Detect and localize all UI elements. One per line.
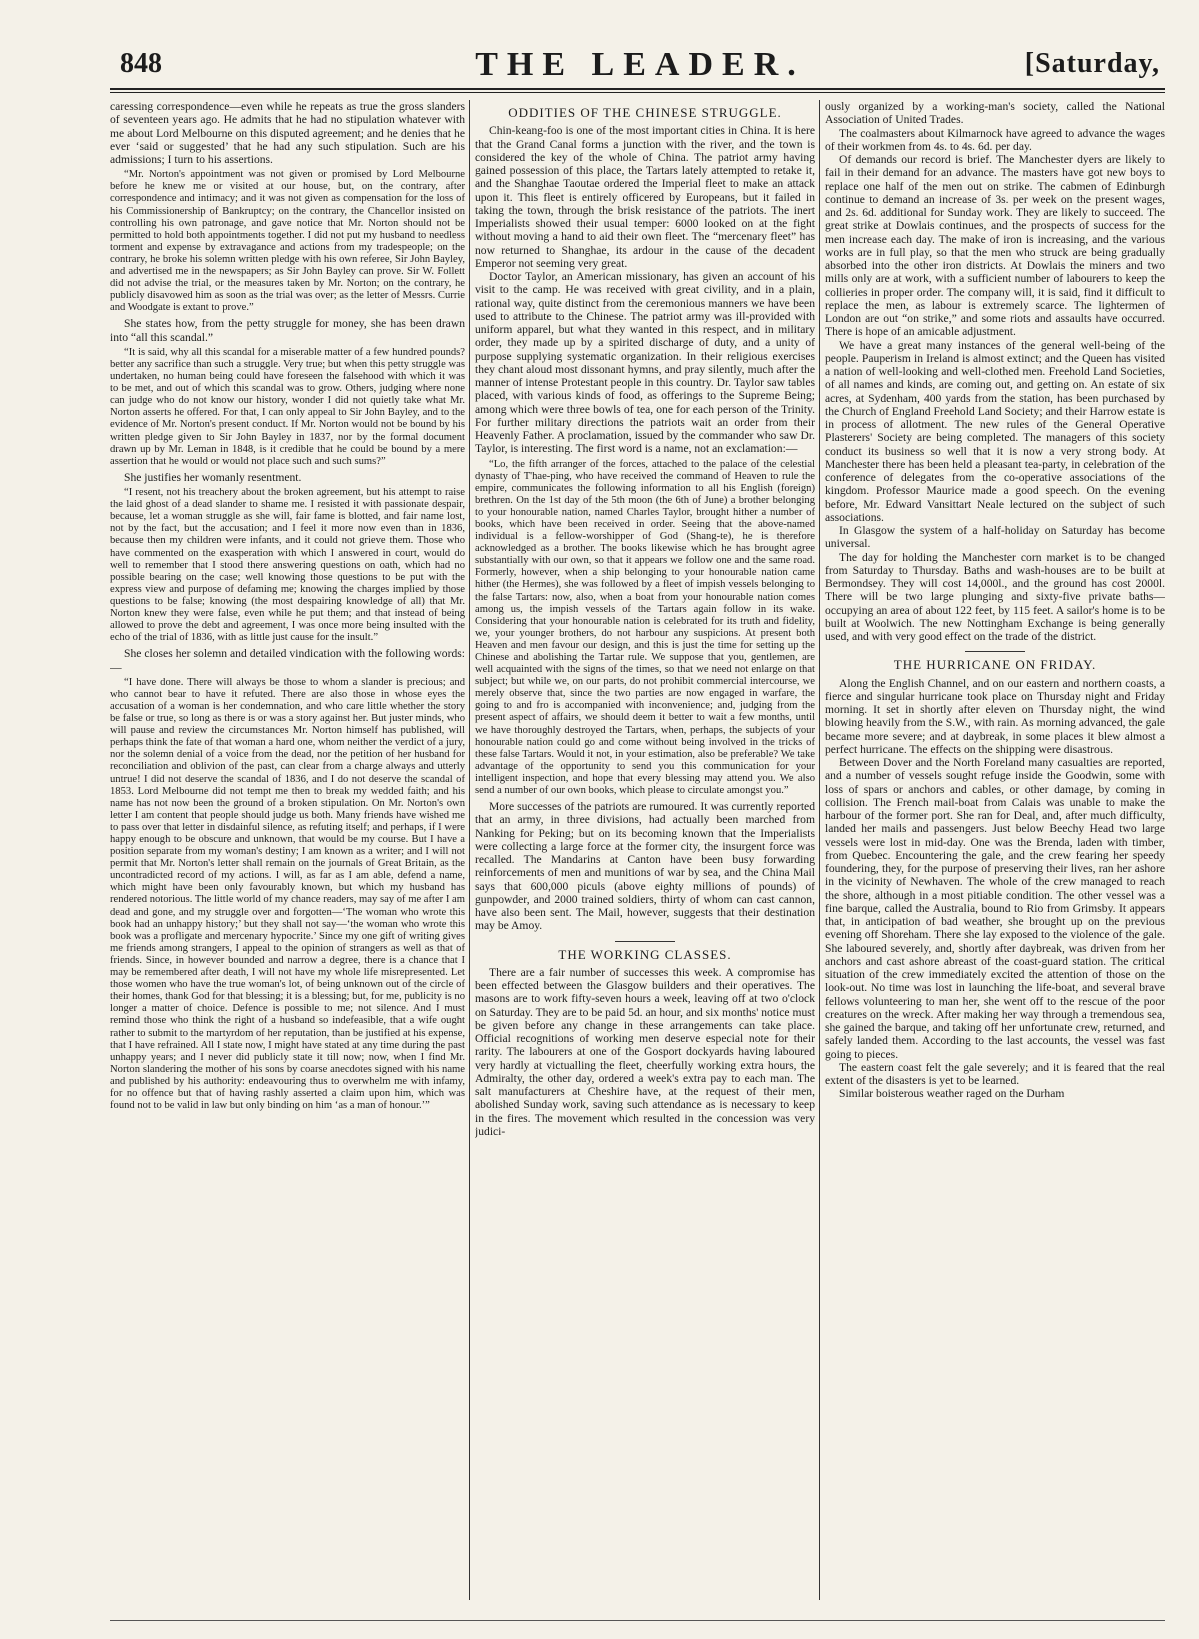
article-paragraph: Of demands our record is brief. The Manchester dyers are likely to fail in their demand for an advance. The masters have got new boys to replace one half of the men out on strike. The cabmen of Edinburgh continue to demand an increase of 3s. per week on the present wages, and 2s. 6d. additional for Sunday work. They are likely to succeed. The great strike at Dowlais continues, and the prospects of success for the men increase each day. The make of iron is increasing, and the various works are in full play, so that the men who struck are being gradually absorbed into the other iron districts. At Dowlais the miners and two mills only are at work, with a sufficient number of labourers to keep the collieries in proper order. The company will, it is said, find it difficult to replace the men, as labour is extremely scarce. The lightermen of London are out “on strike,” and some riots and assaults have occurred. There is hope of an amicable adjustment. (825, 153, 1165, 339)
article-paragraph: ously organized by a working-man's society, called the National Association of United Trades. (825, 100, 1165, 127)
page-number: 848 (120, 48, 162, 79)
newspaper-title: THE LEADER. (475, 46, 805, 83)
column-1 (110, 100, 465, 1615)
masthead-rule-thick (110, 88, 1165, 90)
page-date-day: [Saturday, (1024, 48, 1160, 79)
section-heading-chinese-struggle: ODDITIES OF THE CHINESE STRUGGLE. (508, 105, 782, 120)
article-paragraph: Along the English Channel, and on our eastern and northern coasts, a fierce and singular hurricane took place on Thursday night and Friday morning. It set in shortly after eleven on Thursday night, the wind blowing heavily from the S.W., with rain. As morning advanced, the gale became more severe; and at daybreak, in some places it blew almost a perfect hurricane. The effects on the shipping were disastrous. (825, 676, 1165, 756)
article-paragraph: The day for holding the Manchester corn market is to be changed from Saturday to Thursday. Baths and wash-houses are to be built at Bermondsey. They will cost 14,000l., and the ground has cost 2000l. There will be two large plunging and sixty-five private baths—occupying an area of about 122 feet, by 115 feet. A sailor's home is to be built at Woolwich. The new Nottingham Exchange is being generally used, and with very good effect on the trade of the district. (825, 550, 1165, 643)
section-divider (965, 651, 1025, 652)
norton-quote: “It is said, why all this scandal for a miserable matter of a few hundred pounds? better any sacrifice than such a struggle. Very true; but when this petty struggle was undertaken, no human being could have foreseen the falsehood with which it was to be met, and out of which this scandal was to grow. Others, judging where none can judge who do not know our history, wonder I did not quietly take what Mr. Norton asserts he offered. For that, I can only appeal to Sir John Bayley, and to the evidence of Mr. Norton's present conduct. If Mr. Norton would not be bound by his written pledge given to Sir John Bayley in 1837, nor by the formal document drawn up by Mr. Leman in 1848, is it credible that he could be bound by a mere assertion that he would or would not place such and such sums?” (110, 346, 465, 467)
article-paragraph: More successes of the patriots are rumoured. It was currently reported that an army, in three divisions, had actually been marched from Nanking for Peking; but on its becoming known that the Imperialists were collecting a large force at the former city, the insurgent force was recalled. The Mandarins at Canton have been busy forwarding reinforcements of men and munitions of war by sea, and the China Mail says that 600,000 piculs (above eighty millions of pounds) of gunpowder, and 2000 trained soldiers, thirty of whom can cast cannon, have also been sent. The Mail, however, suggests that their destination may be Amoy. (475, 800, 815, 933)
proclamation-quote: “Lo, the fifth arranger of the forces, attached to the palace of the celestial dynasty of T'hae-ping, who have received the command of Heaven to rule the empire, communicates the following information to all his English (foreign) brethren. On the 1st day of the 5th moon (the 6th of June) a brother belonging to your honourable nation, named Charles Taylor, brought hither a number of books, which have been received in order. Seeing that the above-named individual is a fellow-worshipper of God (Shang-te), he is therefore acknowledged as a brother. The books likewise which he has brought agree substantially with our own, so that it appears we follow one and the same road. Formerly, however, when a ship belonging to your honourable nation came hither (the Hermes), she was followed by a fleet of impish vessels belonging to the false Tartars: now, also, when a boat from your honourable nation comes among us, the impish vessels of the Tartars again follow in its wake. Considering that your honourable nation is celebrated for its truth and fidelity, we, your younger brothers, do not harbour any suspicions. At present both Heaven and men favour our design, and this is just the time for setting up the Chinese and abolishing the Tartar rule. We suppose that you, gentlemen, are well acquainted with the signs of the times, so that we need not enlarge on that subject; but while we, on our parts, do not prohibit commercial intercourse, we merely observe that, since the two parties are now engaged in warfare, the going to and fro is accompanied with inconvenience; and, judging from the present aspect of affairs, we should deem it better to wait a few months, until we have thoroughly destroyed the Tartars, when, perhaps, the subjects of your honourable nation could go and come without being involved in the tricks of these false Tartars. Would it not, in your estimation, also be preferable? We take advantage of the opportunity to send you this communication for your intelligent inspection, and hope that every blessing may attend you. We also send a number of our own books, which please to circulate amongst you.” (475, 458, 815, 797)
column-divider-2 (819, 100, 820, 1600)
page-bottom-rule (110, 1620, 1165, 1621)
column-2 (475, 100, 815, 1615)
norton-quote: “I have done. There will always be those to whom a slander is precious; and who cannot bear to have it refuted. There are also those in whose eyes the accusation of a woman is her condemnation, and who care little whether the story be false or true, so long as there is or was a story against her. But juster minds, who will pause and review the circumstances Mr. Norton himself has published, will perhaps think the fate of that woman a hard one, whom neither the verdict of a jury, nor the solemn denial of a voice from the dead, nor the petition of her husband for reconciliation and oblivion of the past, can clear from a charge always and utterly untrue! I did not deserve the scandal of 1836, and I do not deserve the scandal of 1853. Lord Melbourne did not tempt me then to break my wedded faith; and his name has not now been the ground of a broken stipulation. On Mr. Norton's own letter I am content that people should judge us both. Many friends have wished me to pass over that letter in disdainful silence, as refuting itself; and perhaps, if I were happy enough to be obscure and unknown, that would be my course. But I have a position separate from my woman's destiny; I am known as a writer; and I will not permit that Mr. Norton's letter shall remain on the journals of Great Britain, as the uncontradicted record of my actions. I will, as far as I am able, defend a name, which might have been only favourably known, but which my husband has rendered notorious. The little world of my chance readers, may say of me after I am dead and gone, and my struggle over and forgotten—‘The woman who wrote this book had an unhappy history;’ but they shall not say—‘the woman who wrote this book was a profligate and mercenary hypocrite.’ Since my one gift of writing gives me friends among strangers, I appeal to the opinion of strangers as well as that of friends. Since, in however bounded and narrow a degree, there is a chance that I may be remembered after death, I will not have my whole life misrepresented. Let those women who have the true woman's lot, of being unknown out of the circle of their homes, thank God for that blessing; it is a blessing; but, for me, publicity is no longer a matter of choice. Defence is possible to me; not silence. And I must remind those who think the right of a husband so indefeasible, that a wife ought rather to submit to the martyrdom of her reputation, than be justified at his expense, that I have refrained. All I state now, I might have stated at any time during the past unhappy years; and I never did publicly state it till now; now, when I find Mr. Norton slandering the mother of his sons by coarse anecdotes signed with his name and published by his authority: endeavouring thus to overwhelm me with infamy, for no offence but that of having rashly asserted a claim upon him, which was found not to be valid in law but only binding on him ‘as a man of honour.’” (110, 676, 465, 1112)
norton-paragraph: caressing correspondence—even while he repeats as true the gross slanders of seventeen years ago. He admits that he had no stipulation whatever with me about Lord Melbourne on this disputed agreement; and he denies that he ever ‘said or suggested’ that he had any such stipulation. Such are his admissions; I turn to his assertions. (110, 100, 465, 166)
article-paragraph: Between Dover and the North Foreland many casualties are reported, and a number of vessels sought refuge inside the Goodwin, some with loss of spars or anchors and cables, or other damage, by coming in collision. The French mail-boat from Calais was unable to make the harbour of the former port. She ran for Deal, and, after much difficulty, landed her mails and passengers. Just below Beechy Head two large vessels were lost in mid-day. One was the Brenda, laden with timber, from Quebec. Encountering the gale, and the crew fearing her speedy foundering, they, for the purpose of preserving their lives, ran her ashore in the vicinity of Newhaven. The whole of the crew managed to reach the shore, although in a most pitiable condition. The other vessel was a fine barque, called the Australia, bound to Rio from Grimsby. It appears that, in anticipation of bad weather, she brought up on the previous evening off Shoreham. There she lay exposed to the violence of the gale. She laboured severely, and, shortly after daybreak, was driven from her anchors and cast ashore abreast of the coast-guard station. The critical situation of the crew immediately excited the attention of those on the look-out. No time was lost in launching the life-boat, and several brave fellows volunteering to man her, she went off to the rescue of the poor creatures on the wreck. After making her way through a tremendous sea, she gained the barque, and taking off her unfortunate crew, returned, and safely landed them. According to the last accounts, the vessel was fast going to pieces. (825, 756, 1165, 1061)
section-heading-hurricane: THE HURRICANE ON FRIDAY. (893, 657, 1097, 673)
masthead-rule-thin (110, 92, 1165, 93)
masthead (120, 42, 1160, 90)
article-paragraph: Similar boisterous weather raged on the Durham (839, 1087, 1065, 1101)
article-paragraph: The coalmasters about Kilmarnock have agreed to advance the wages of their workmen from 4s. to 4s. 6d. per day. (825, 126, 1165, 153)
column-3 (825, 100, 1165, 1615)
article-paragraph: There are a fair number of successes this week. A compromise has been effected between the Glasgow builders and their operatives. The masons are to work fifty-seven hours a week, leaving off at two o'clock on Saturday. They are to be paid 5d. an hour, and six months' notice must be given before any change in these arrangements can take place. Official recognitions of working men deserve especial note for their rarity. The labourers at one of the Gosport dockyards having laboured very hardly at victualling the fleet, cheerfully working extra hours, the Admiralty, the other day, ordered a week's extra pay to each man. The salt manufacturers at Cheshire have, at the request of their men, abolished Sunday work, saving such attendance as is necessary to keep in the fires. The movement which resulted in the concession was very judici- (475, 965, 815, 1138)
article-paragraph: The eastern coast felt the gale severely; and it is feared that the real extent of the disasters is yet to be learned. (825, 1060, 1165, 1087)
article-paragraph: In Glasgow the system of a half-holiday on Saturday has become universal. (825, 524, 1165, 551)
section-heading-working-classes: THE WORKING CLASSES. (558, 946, 732, 962)
article-paragraph: Chin-keang-foo is one of the most important cities in China. It is here that the Grand Canal forms a junction with the river, and the town is considered the key of the whole of China. The patriot army having gained possession of this place, the Tartars lately attempted to retake it, and the Shanghae Taoutae ordered the Imperial fleet to make an attack upon it. This fleet is entirely officered by Europeans, but it failed in taking the town, through the brisk resistance of the patriots. The inert Imperialists showed their usual temper: 6000 looked on at the fight without moving a hand to aid their own fleet. The “mercenary fleet” has now returned to Shanghae, its ardour in the cause of the decadent Emperor not seeming very great. (475, 124, 815, 270)
norton-paragraph: She closes her solemn and detailed vindication with the following words:— (110, 647, 465, 674)
column-divider-1 (469, 100, 470, 1600)
norton-quote: “I resent, not his treachery about the broken agreement, but his attempt to raise the laid ghost of a dead slander to shame me. I resisted it with passionate despair, because, let a woman struggle as she will, fair fame is blotted, and fair name lost, not by the fact, but the accusation; and I feel it more now even than in 1836, because then my children were infants, and it could not grieve them. Those who have commented on the exasperation with which I answered in court, would do well to remember that I stood there answering questions on oath, which had no possible bearing on the case; well knowing those questions to be put with the express view and purpose of defaming me; knowing the charges implied by those questions to be false; knowing (the most despairing knowledge of all) that Mr. Norton knew they were false, even while he put them; and that instead of being allowed to prove the debt and agreement, I was once more being insulted with the echo of the trial of 1836, with as little just cause for the insult.” (110, 487, 465, 644)
norton-paragraph: She justifies her womanly resentment. (124, 470, 302, 484)
section-divider (615, 941, 675, 942)
norton-paragraph: She states how, from the petty struggle for money, she has been drawn into “all this scandal.” (110, 317, 465, 344)
article-paragraph: We have a great many instances of the general well-being of the people. Pauperism in Ireland is almost extinct; and the Queen has visited a nation of well-looking and well-clothed men. Freehold Land Societies, of all names and kinds, are coming out, and getting on. An estate of six acres, at Sydenham, 400 yards from the station, has been purchased by the Church of England Freehold Land Society; and their Harrow estate is in process of allotment. The new rules of the General Operative Plasterers' Society are being completed. The managers of this society conduct its business so well that it is now a very strong body. At Manchester there has been held a pleasant tea-party, in celebration of the conference of delegates from the co-operative associations of the kingdom. Professor Maurice made a good speech. On the evening before, Mr. Edward Vansittart Neale lectured on the subject of such associations. (825, 338, 1165, 524)
article-paragraph: Doctor Taylor, an American missionary, has given an account of his visit to the camp. He was received with great civility, and in a plain, rational way, quite distinct from the ceremonious manners we have been used to attribute to the Chinese. The patriot army was ill-provided with uniform apparel, but what they wanted in this respect, and in military order, they made up by a spirited discharge of duty, and a unity of purpose supplying systematic organization. In their religious exercises they chant aloud most dissonant hymns, and pray silently, much after the manner of intense Protestant people in this country. Dr. Taylor saw tables placed, with various kinds of food, as offerings to the Supreme Being; among which were three bowls of tea, one for each person of the Trinity. For further military directions the patriots wait an order from their Heavenly Father. A proclamation, issued by the commander who saw Dr. Taylor, is interesting. The first word is a name, not an exclamation:— (475, 270, 815, 456)
norton-quote: “Mr. Norton's appointment was not given or promised by Lord Melbourne before he knew me or visited at our house, but, on the contrary, after correspondence and intimacy; and it was not given as compensation for the loss of his Commissionership of Bankruptcy; on the contrary, the Chancellor insisted on controlling his own patronage, and gave notice that Mr. Norton should not be permitted to hold both appointments together. I did not put my husband to needless torment and expense by extravagance and actions from my tradespeople; on the contrary, he broke his solemn written pledge with his own referee, Sir John Bayley, and advertised me in the newspapers; as Sir John Bayley can prove. Sir W. Follett did not advise the trial, or the measures taken by Mr. Norton; on the contrary, he publicly disavowed him as soon as the trial was over; as the letter of Messrs. Currie and Woodgate is extant to prove.” (110, 169, 465, 314)
